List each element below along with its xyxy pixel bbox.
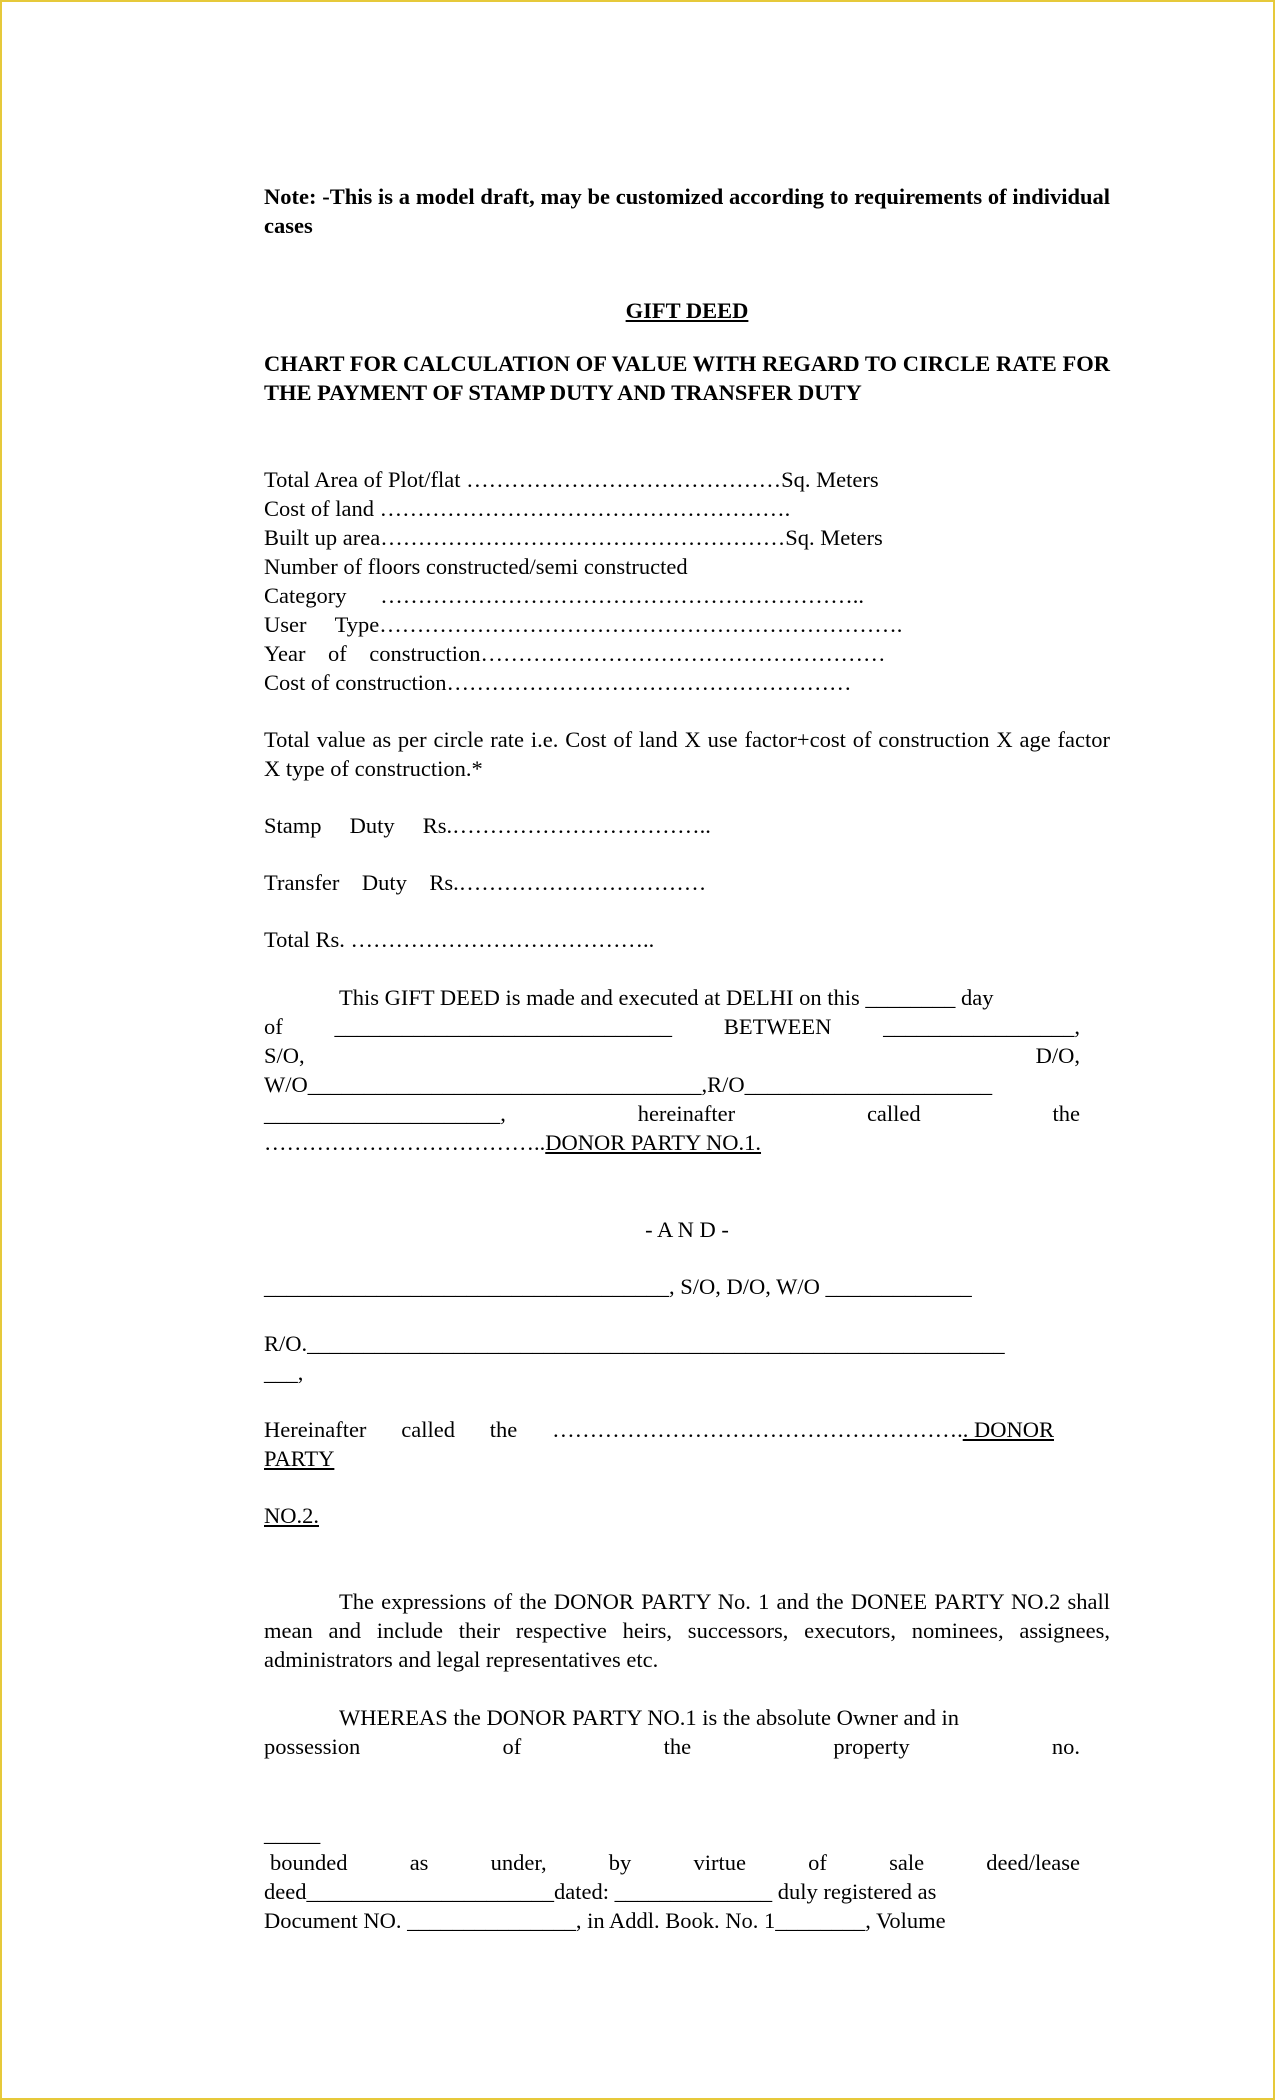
bounded-paragraph bbox=[270, 1848, 1080, 1877]
stamp-amount: Rs.…………………………….. bbox=[422, 813, 711, 838]
and-separator: - A N D - bbox=[645, 1217, 729, 1242]
no2-label: NO.2. bbox=[264, 1503, 319, 1528]
total-value-paragraph: Total value as per circle rate i.e. Cost of land X use factor+cost of construction X age factor X type of construction.* bbox=[264, 727, 1110, 781]
deed-line-4: W/O___________________________________,R/O______________________ bbox=[264, 1072, 993, 1097]
chart-heading: CHART FOR CALCULATION OF VALUE WITH REGARD TO CIRCLE RATE FOR THE PAYMENT OF STAMP DUTY AND TRANSFER DUTY bbox=[264, 351, 1110, 405]
property-number-blank: _____ bbox=[264, 1821, 321, 1846]
donor-label: . DONOR bbox=[962, 1417, 1054, 1442]
stamp-word: Stamp bbox=[264, 813, 322, 838]
total-area-line: Total Area of Plot/flat ……………………………………Sq. Meters bbox=[264, 467, 879, 492]
year-line bbox=[264, 639, 1110, 668]
bounded-word: as bbox=[409, 1850, 429, 1875]
called-word: called bbox=[401, 1417, 455, 1442]
deed-line-5 bbox=[264, 1099, 1080, 1128]
bounded-line-2: deed______________________dated: ______________ duly registered as bbox=[264, 1879, 937, 1904]
word: no. bbox=[1051, 1734, 1080, 1759]
whereas-line-1: WHEREAS the DONOR PARTY NO.1 is the absolute Owner and in bbox=[339, 1705, 960, 1730]
whereas-line-2 bbox=[264, 1732, 1080, 1761]
total-rs-line: Total Rs. ………………………………….. bbox=[264, 927, 655, 952]
transfer-duty-line bbox=[264, 868, 1110, 897]
the-word: the bbox=[1052, 1101, 1080, 1126]
bounded-word: bounded bbox=[270, 1850, 348, 1875]
duty-word: Duty bbox=[349, 813, 395, 838]
year-construction: construction……………………………………………… bbox=[369, 641, 886, 666]
floors-line: Number of floors constructed/semi constructed bbox=[264, 554, 688, 579]
stamp-duty-line bbox=[264, 811, 1110, 840]
year-of: of bbox=[327, 641, 347, 666]
hereinafter-word: hereinafter bbox=[637, 1101, 736, 1126]
word: possession bbox=[264, 1734, 361, 1759]
party2-address-continuation: ___, bbox=[264, 1360, 304, 1385]
party2-name-line: ____________________________________, S/O, D/O, W/O _____________ bbox=[264, 1274, 972, 1299]
deed-line-6 bbox=[264, 1128, 1080, 1157]
word: the bbox=[663, 1734, 692, 1759]
bounded-line-3: Document NO. _______________, in Addl. Book. No. 1________, Volume bbox=[264, 1908, 946, 1933]
bounded-word: deed/lease bbox=[986, 1850, 1080, 1875]
bounded-word: by bbox=[608, 1850, 632, 1875]
cost-of-construction-line: Cost of construction……………………………………………… bbox=[264, 670, 852, 695]
of-word: of bbox=[264, 1014, 283, 1039]
category-dots: ……………………………………………………….. bbox=[380, 583, 864, 608]
word: property bbox=[833, 1734, 910, 1759]
expressions-paragraph: The expressions of the DONOR PARTY No. 1 and the DONEE PARTY NO.2 shall mean and include their respective heirs, successors, executors, nominees, assignees, administrators and legal representatives etc. bbox=[264, 1589, 1110, 1672]
user-label: User bbox=[264, 612, 307, 637]
party-label: PARTY bbox=[264, 1446, 335, 1471]
transfer-amount: Rs.…………………………… bbox=[429, 870, 707, 895]
donor-party-1-label: DONOR PARTY NO.1. bbox=[545, 1130, 762, 1155]
whereas-paragraph bbox=[264, 1703, 1080, 1761]
do-label: D/O, bbox=[1035, 1043, 1080, 1068]
property-fields bbox=[264, 465, 1110, 697]
hereinafter-line bbox=[264, 1415, 1054, 1444]
the-word: the bbox=[489, 1417, 518, 1442]
so-label: S/O, bbox=[264, 1043, 305, 1068]
model-draft-note: Note: -This is a model draft, may be customized according to requirements of individual cases bbox=[264, 184, 1110, 238]
party2-address-line: R/O.______________________________________________________________ bbox=[264, 1331, 1005, 1356]
user-type: Type……………………………………………………………. bbox=[334, 612, 903, 637]
bounded-word: under, bbox=[490, 1850, 547, 1875]
built-up-area-line: Built up area………………………………………………Sq. Meters bbox=[264, 525, 883, 550]
year-label: Year bbox=[264, 641, 306, 666]
donor-dots: ……………………………….. bbox=[264, 1130, 546, 1155]
word: of bbox=[502, 1734, 522, 1759]
address-blank: _____________________, bbox=[264, 1101, 506, 1126]
duty-word: Duty bbox=[361, 870, 407, 895]
category-label: Category bbox=[264, 583, 347, 608]
deed-paragraph bbox=[264, 983, 1080, 1157]
category-line bbox=[264, 581, 1110, 610]
bounded-word: virtue bbox=[693, 1850, 746, 1875]
user-type-line bbox=[264, 610, 1110, 639]
party1-relation-blank: _________________, bbox=[883, 1014, 1080, 1039]
bounded-line-1 bbox=[270, 1848, 1080, 1877]
deed-line-1: This GIFT DEED is made and executed at DELHI on this ________ day bbox=[339, 985, 994, 1010]
hereinafter-donor-2 bbox=[264, 1415, 1054, 1473]
donor-party-2-fill bbox=[552, 1415, 1054, 1444]
deed-line-2 bbox=[264, 1012, 1080, 1041]
transfer-word: Transfer bbox=[264, 870, 340, 895]
called-word: called bbox=[866, 1101, 921, 1126]
party1-name-blank: ______________________________ bbox=[334, 1014, 673, 1039]
deed-line-3 bbox=[264, 1041, 1080, 1070]
bounded-word: of bbox=[808, 1850, 827, 1875]
document-body bbox=[264, 182, 1110, 1935]
between-word: BETWEEN bbox=[723, 1014, 832, 1039]
hereinafter-word: Hereinafter bbox=[264, 1417, 367, 1442]
dots: ………………………………………………. bbox=[552, 1417, 963, 1442]
cost-of-land-line: Cost of land ………………………………………………. bbox=[264, 496, 791, 521]
bounded-word: sale bbox=[889, 1850, 925, 1875]
bounded-continuation bbox=[264, 1877, 1080, 1935]
document-title: GIFT DEED bbox=[625, 298, 749, 323]
